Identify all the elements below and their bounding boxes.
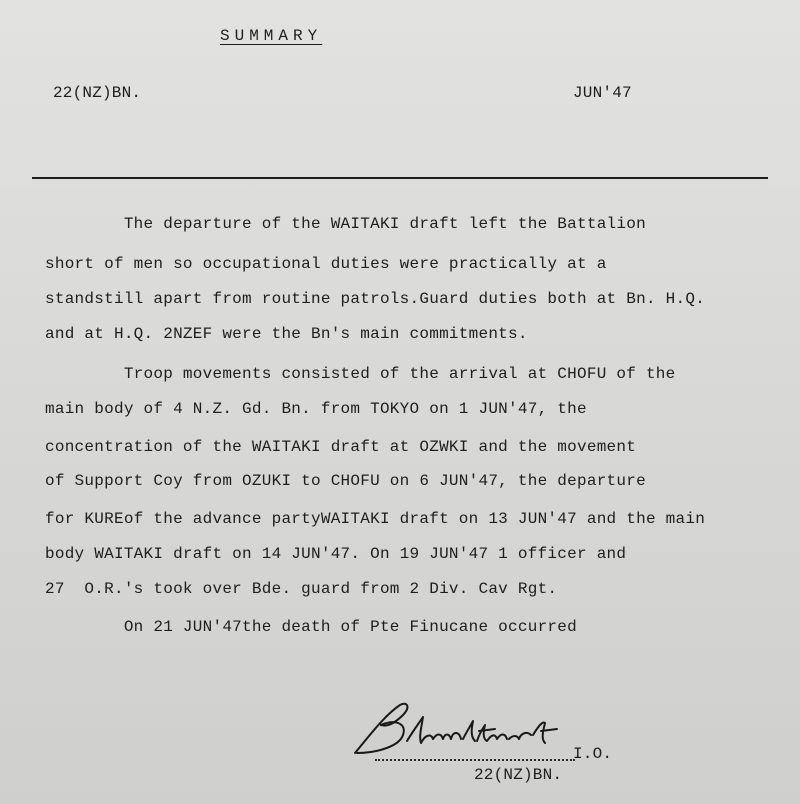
unit-designation: 22(NZ)BN. [53,84,142,102]
report-date: JUN'47 [573,84,632,102]
handwritten-signature [345,695,575,765]
body-line-11: 27 O.R.'s took over Bde. guard from 2 Div. Cav Rgt. [45,580,558,598]
body-line-2: short of men so occupational duties were practically at a [45,255,607,273]
body-line-1: The departure of the WAITAKI draft left the Battalion [45,215,646,233]
body-line-5: Troop movements consisted of the arrival at CHOFU of the [45,365,676,383]
signatory-unit: 22(NZ)BN. [474,766,563,784]
document-title: SUMMARY [220,27,323,45]
body-line-4: and at H.Q. 2NZEF were the Bn's main commitments. [45,325,528,343]
signature-dotted-line [375,759,575,761]
body-line-7: concentration of the WAITAKI draft at OZWKI and the movement [45,438,637,456]
body-line-12: On 21 JUN'47the death of Pte Finucane occurred [45,618,577,636]
body-line-9: for KUREof the advance partyWAITAKI draft on 13 JUN'47 and the main [45,510,706,528]
body-line-8: of Support Coy from OZUKI to CHOFU on 6 JUN'47, the departure [45,472,646,490]
body-line-10: body WAITAKI draft on 14 JUN'47. On 19 JUN'47 1 officer and [45,545,627,563]
signatory-title: I.O. [573,745,613,763]
horizontal-rule [32,177,768,179]
body-line-3: standstill apart from routine patrols.Guard duties both at Bn. H.Q. [45,290,706,308]
body-line-6: main body of 4 N.Z. Gd. Bn. from TOKYO on 1 JUN'47, the [45,400,587,418]
